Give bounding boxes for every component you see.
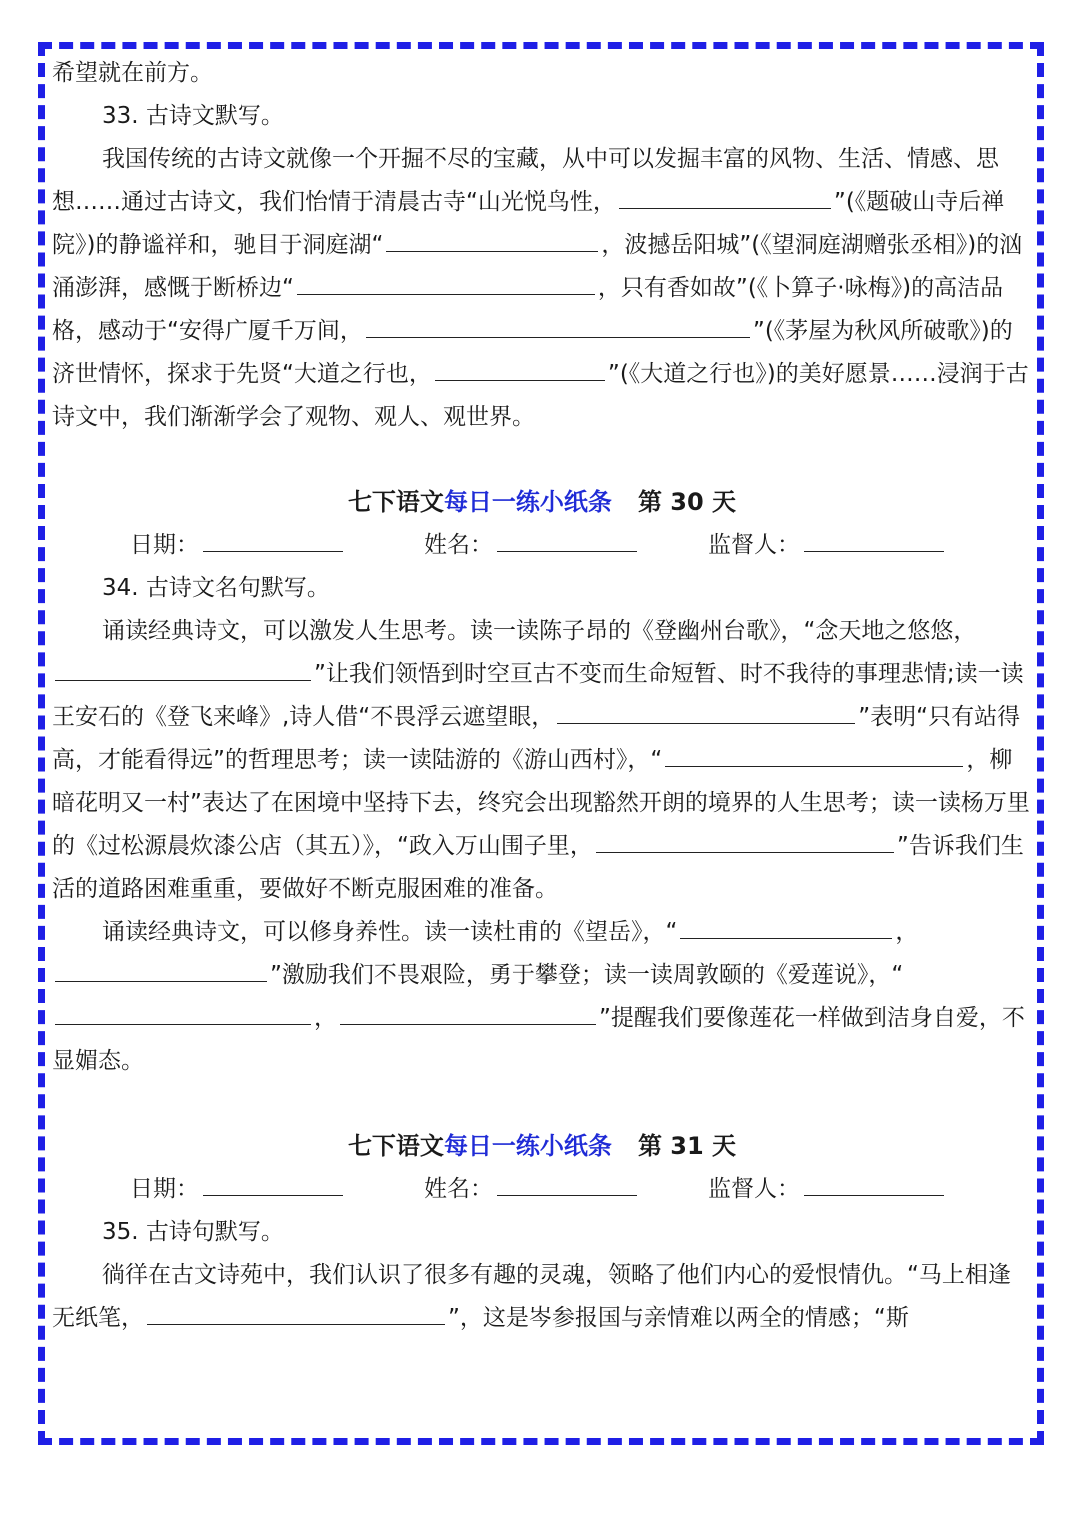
q33-paragraph: 我国传统的古诗文就像一个开掘不尽的宝藏，从中可以发掘丰富的风物、生活、情感、思想……通过古诗文，我们怡情于清晨古寺“山光悦鸟性， ”(《题破山寺后禅院》)的静谧祥和，驰目于洞庭湖“ ，波撼岳阳城”(《望洞庭湖赠张丞相》)的汹涌澎湃，感慨于断桥边“ ，只有香如故”(《卜算子·咏梅》)的高洁品格，感动于“安得广厦千万间， ”(《茅屋为秋风所破歌》)的济世情怀，探求于先贤“大道之行也， ”(《大道之行也》)的美好愿景……浸润于古诗文中，我们渐渐学会了观物、观人、观世界。 [52, 146, 1029, 430]
answer-blank[interactable] [55, 959, 267, 982]
answer-blank[interactable] [55, 1002, 311, 1025]
answer-blank[interactable] [386, 229, 598, 252]
answer-blank[interactable] [147, 1302, 445, 1325]
answer-blank[interactable] [366, 315, 750, 338]
answer-blank[interactable] [680, 916, 892, 939]
supervisor-label: 监督人： [708, 532, 800, 558]
answer-blank[interactable] [665, 744, 963, 767]
answer-blank[interactable] [55, 658, 311, 681]
name-field[interactable] [497, 1173, 637, 1196]
name-label: 姓名： [424, 532, 493, 558]
day30-meta-row [52, 523, 1032, 567]
answer-blank[interactable] [596, 830, 894, 853]
q35-paragraph: 徜徉在古文诗苑中，我们认识了很多有趣的灵魂，领略了他们内心的爱恨情仇。“马上相逢无纸笔， ”，这是岑参报国与亲情难以两全的情感；“斯 [52, 1262, 1011, 1331]
answer-blank[interactable] [340, 1002, 596, 1025]
supervisor-field[interactable] [804, 529, 944, 552]
name-field[interactable] [497, 529, 637, 552]
q34-paragraph-2: 诵读经典诗文，可以修身养性。读一读杜甫的《望岳》，“ ，”激励我们不畏艰险，勇于攀登；读一读周敦颐的《爱莲说》，“， ”提醒我们要像莲花一样做到洁身自爱，不显媚态。 [52, 911, 1032, 1083]
supervisor-field[interactable] [804, 1173, 944, 1196]
answer-blank[interactable] [297, 272, 595, 295]
answer-blank[interactable] [435, 358, 605, 381]
date-label: 日期： [130, 1176, 199, 1202]
date-label: 日期： [130, 532, 199, 558]
q34-paragraph-1: 诵读经典诗文，可以激发人生思考。读一读陈子昂的《登幽州台歌》，“念天地之悠悠，”让我们领悟到时空亘古不变而生命短暂、时不我待的事理悲情;读一读王安石的《登飞来峰》,诗人借“不畏浮云遮望眼， ”表明“只有站得高，才能看得远”的哲理思考；读一读陆游的《游山西村》，“ ，柳暗花明又一村”表达了在困境中坚持下去，终究会出现豁然开朗的境界的人生思考；读一读杨万里的《过松源晨炊漆公店（其五）》，“政入万山围子里， ”告诉我们生活的道路困难重重，要做好不断克服困难的准备。 [52, 618, 1030, 902]
answer-blank[interactable] [619, 186, 831, 209]
day31-title: 七下语文每日一练小纸条 第 31 天 [347, 1132, 737, 1160]
supervisor-label: 监督人： [708, 1176, 800, 1202]
name-label: 姓名： [424, 1176, 493, 1202]
q33-heading: 33. 古诗文默写。 [102, 103, 284, 129]
worksheet [52, 52, 1032, 1340]
q34-heading: 34. 古诗文名句默写。 [102, 575, 330, 601]
date-field[interactable] [203, 529, 343, 552]
day31-meta-row [52, 1167, 1032, 1211]
answer-blank[interactable] [557, 701, 855, 724]
date-field[interactable] [203, 1173, 343, 1196]
q35-heading: 35. 古诗句默写。 [102, 1219, 284, 1245]
q33-lead-line: 希望就在前方。 [52, 60, 213, 86]
day30-title: 七下语文每日一练小纸条 第 30 天 [347, 488, 737, 516]
